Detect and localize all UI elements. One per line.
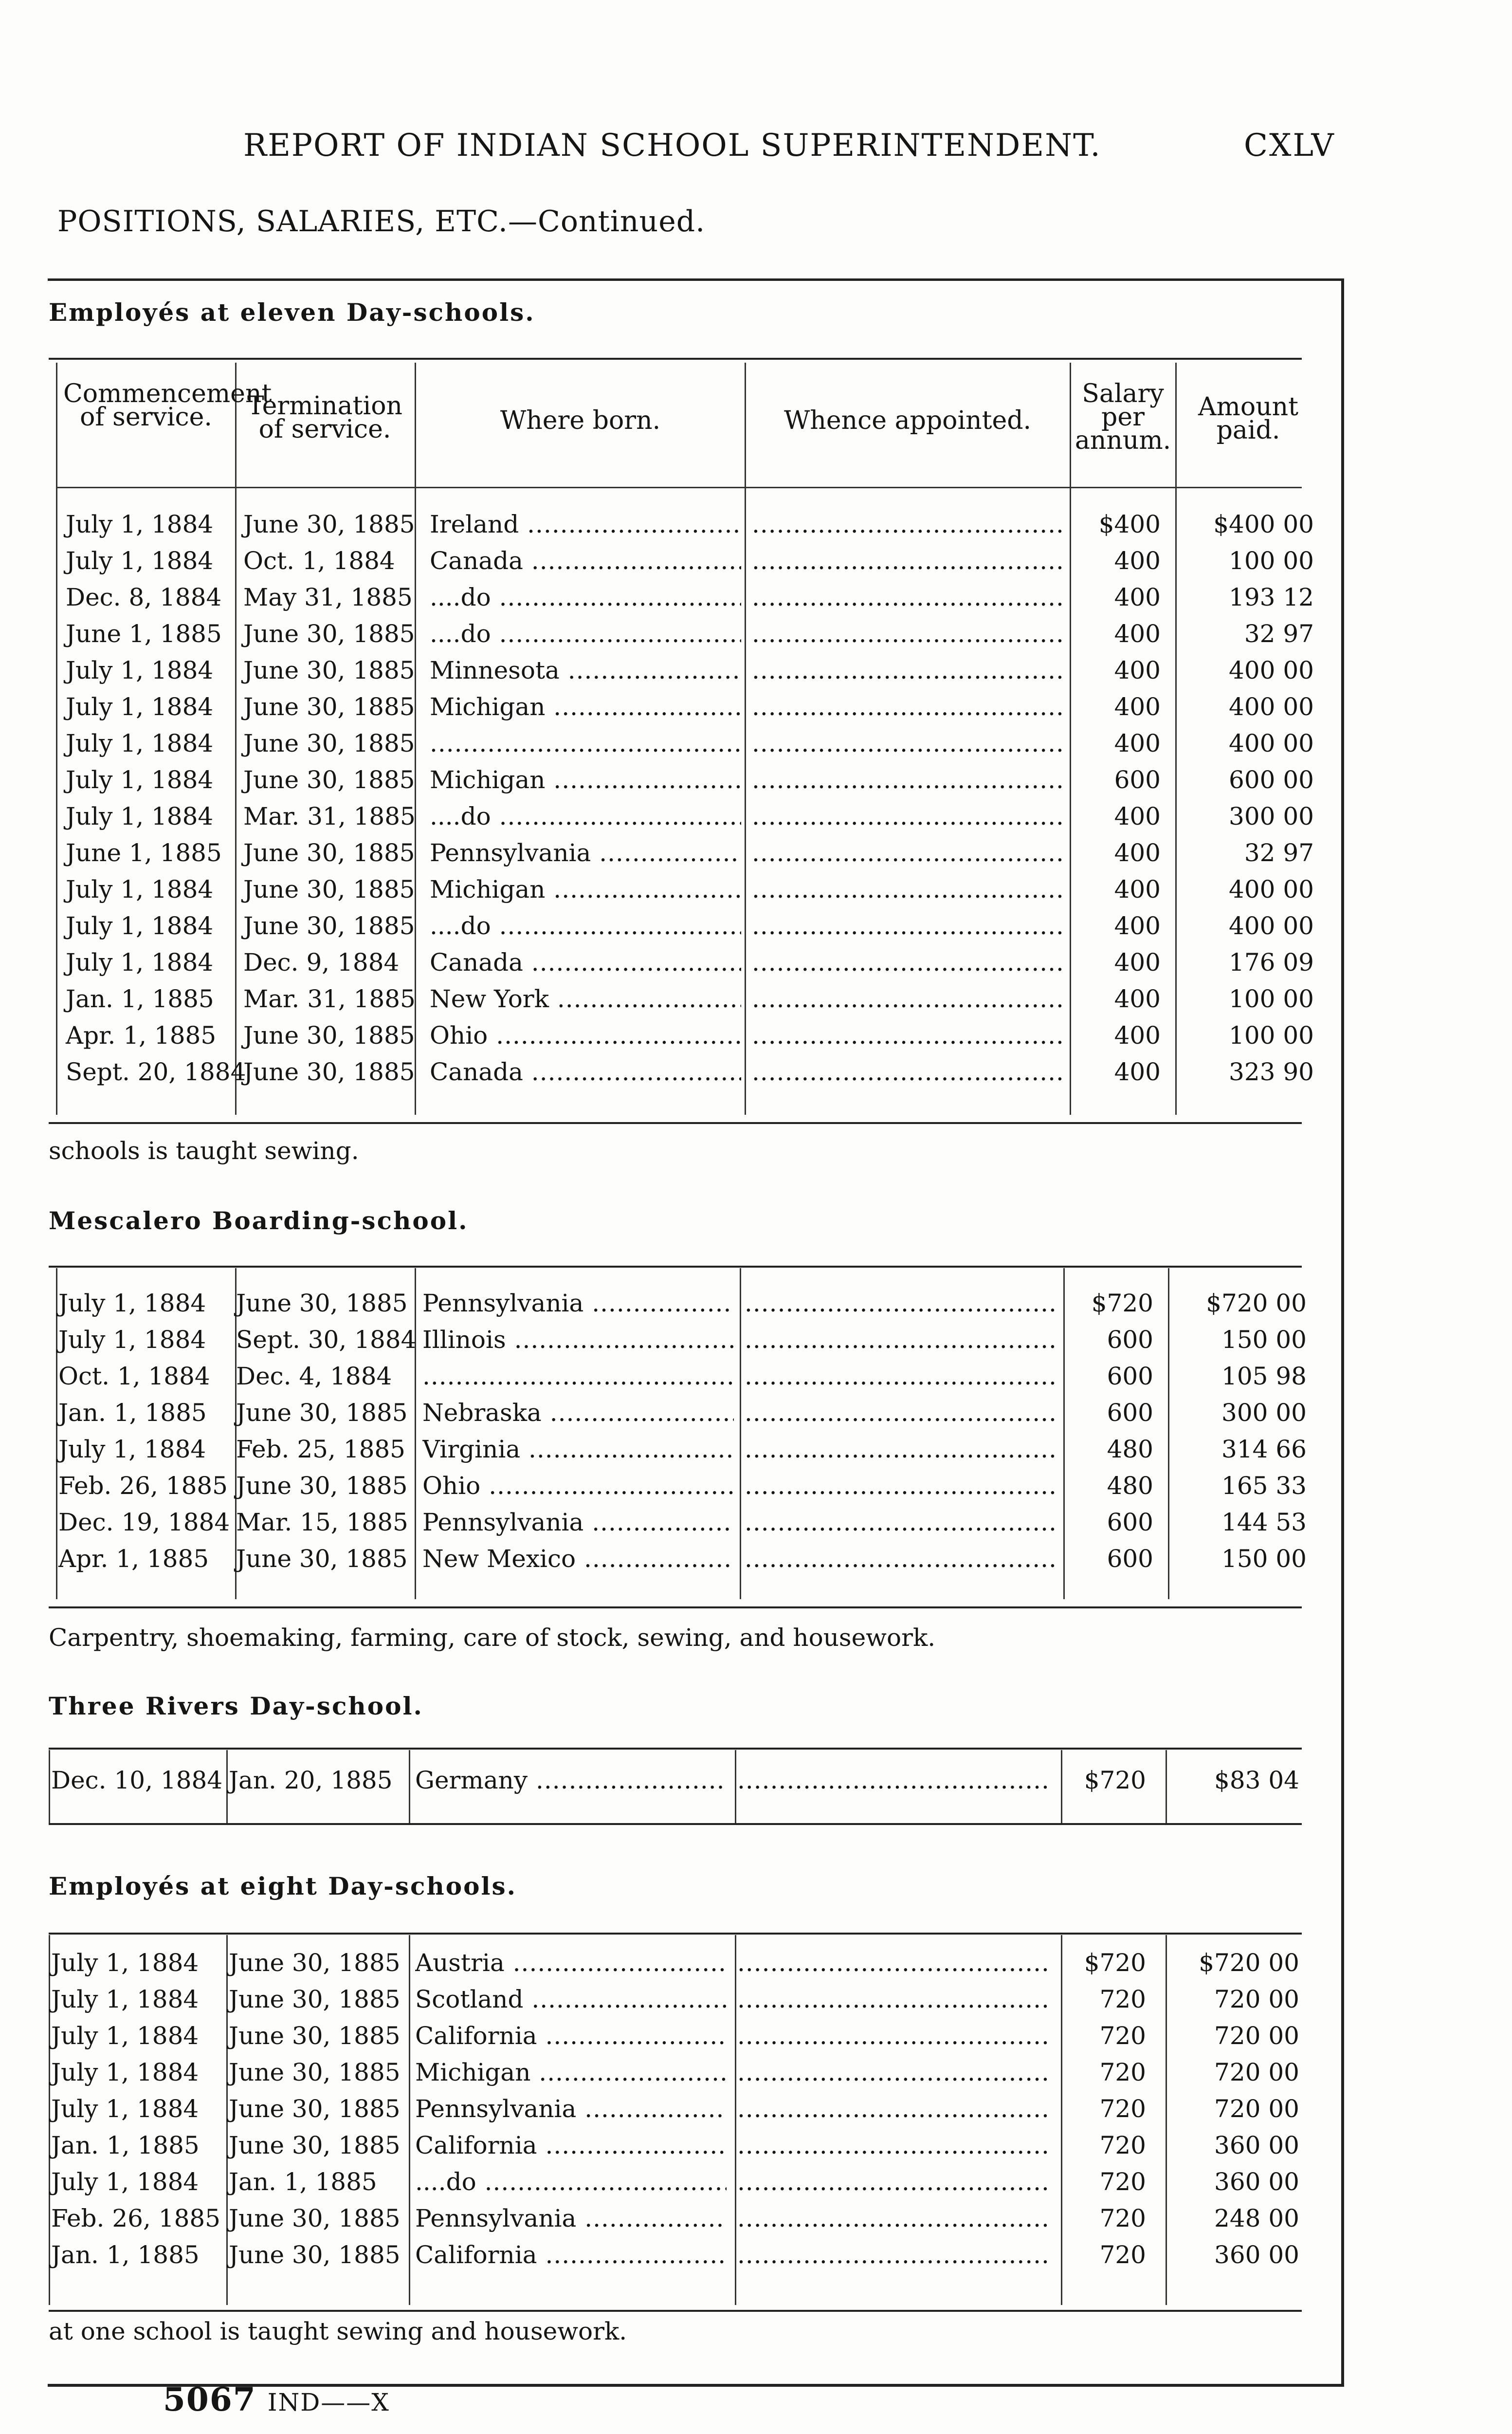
- section-note: at one school is taught sewing and housework.: [49, 2317, 627, 2345]
- cell-commencement: July 1, 1884: [66, 510, 214, 538]
- table-row: [0, 1285, 1512, 1322]
- divider: [49, 1933, 1302, 1935]
- cell-commencement: Sept. 20, 1884: [66, 1058, 246, 1086]
- cell-salary: 600: [1107, 1508, 1153, 1536]
- cell-salary: 600: [1107, 1362, 1153, 1390]
- cell-salary: 600: [1107, 1326, 1153, 1354]
- cell-where-born: ....do .....: [430, 616, 741, 652]
- column-header-commencement: Commencement of service.: [63, 379, 272, 432]
- table-row: [0, 762, 1512, 798]
- cell-where-born: Nebraska .....: [422, 1395, 734, 1431]
- cell-where-born: Michigan .....: [430, 871, 741, 908]
- cell-salary: 400: [1114, 729, 1161, 757]
- cell-salary: 720: [1099, 2241, 1146, 2269]
- cell-commencement: Dec. 19, 1884: [58, 1508, 230, 1536]
- cell-commencement: July 1, 1884: [51, 2095, 199, 2123]
- cell-commencement: Apr. 1, 1885: [58, 1545, 209, 1573]
- cell-where-born: Virginia .....: [422, 1431, 734, 1468]
- cell-where-born: Michigan .....: [415, 2054, 727, 2091]
- table-row: [0, 652, 1512, 689]
- cell-where-born: Canada .....: [430, 944, 741, 981]
- cell-whence-appointed: [752, 616, 1063, 652]
- cell-whence-appointed: [752, 1017, 1063, 1054]
- cell-amount: 720 00: [1214, 1985, 1299, 2013]
- cell-amount: 360 00: [1214, 2131, 1299, 2159]
- cell-amount: 100 00: [1229, 985, 1314, 1013]
- cell-whence-appointed: [745, 1358, 1056, 1395]
- cell-where-born: Michigan .....: [430, 689, 741, 725]
- cell-salary: $720: [1084, 1949, 1146, 1977]
- cell-commencement: Jan. 1, 1885: [51, 2131, 200, 2159]
- cell-commencement: Apr. 1, 1885: [66, 1021, 217, 1050]
- cell-whence-appointed: [745, 1395, 1056, 1431]
- cell-salary: 400: [1114, 912, 1161, 940]
- column-header-where-born: Where born.: [500, 406, 661, 435]
- table-row: [0, 725, 1512, 762]
- cell-where-born: Ohio .....: [422, 1468, 734, 1504]
- cell-termination: June 30, 1885: [243, 1058, 415, 1086]
- cell-termination: June 30, 1885: [236, 1545, 408, 1573]
- cell-commencement: July 1, 1884: [66, 948, 214, 977]
- cell-termination: June 30, 1885: [229, 2022, 401, 2050]
- table-row: [0, 543, 1512, 579]
- table-row: [0, 871, 1512, 908]
- cell-commencement: July 1, 1884: [58, 1326, 206, 1354]
- section-heading-three-rivers: Three Rivers Day-school.: [49, 1692, 423, 1720]
- cell-amount: 32 97: [1244, 620, 1314, 648]
- cell-where-born: California .....: [415, 2237, 727, 2273]
- table-row: [0, 1504, 1512, 1541]
- cell-salary: 600: [1114, 766, 1161, 794]
- cell-amount: 600 00: [1229, 766, 1314, 794]
- cell-commencement: July 1, 1884: [66, 693, 214, 721]
- cell-amount: 144 53: [1221, 1508, 1307, 1536]
- cell-termination: June 30, 1885: [236, 1472, 408, 1500]
- cell-where-born: Canada .....: [430, 1054, 741, 1090]
- cell-whence-appointed: [745, 1541, 1056, 1577]
- cell-termination: Dec. 4, 1884: [236, 1362, 392, 1390]
- table-row: [0, 1054, 1512, 1090]
- column-header-termination: Termination of service.: [247, 391, 403, 444]
- divider: [49, 1266, 1302, 1268]
- cell-amount: 193 12: [1229, 583, 1314, 611]
- table-row: [0, 798, 1512, 835]
- divider: [49, 1748, 1302, 1750]
- cell-commencement: July 1, 1884: [66, 802, 214, 830]
- cell-commencement: Dec. 10, 1884: [51, 1766, 223, 1794]
- cell-whence-appointed: [745, 1285, 1056, 1322]
- table-row: [0, 835, 1512, 871]
- cell-whence-appointed: [752, 579, 1063, 616]
- page-number: CXLV: [1244, 128, 1335, 164]
- cell-amount: 150 00: [1221, 1545, 1307, 1573]
- cell-salary: 720: [1099, 2168, 1146, 2196]
- cell-amount: 165 33: [1221, 1472, 1307, 1500]
- cell-amount: 314 66: [1221, 1435, 1307, 1463]
- cell-commencement: July 1, 1884: [51, 2022, 199, 2050]
- cell-whence-appointed: [745, 1504, 1056, 1541]
- cell-whence-appointed: [752, 871, 1063, 908]
- cell-termination: Oct. 1, 1884: [243, 547, 395, 575]
- cell-amount: 300 00: [1221, 1399, 1307, 1427]
- cell-where-born: California .....: [415, 2127, 727, 2164]
- cell-amount: 400 00: [1229, 729, 1314, 757]
- divider: [56, 487, 1302, 488]
- cell-commencement: Jan. 1, 1885: [58, 1399, 207, 1427]
- cell-termination: June 30, 1885: [243, 510, 415, 538]
- cell-commencement: July 1, 1884: [66, 547, 214, 575]
- cell-salary: 480: [1107, 1435, 1153, 1463]
- cell-amount: 248 00: [1214, 2204, 1299, 2232]
- cell-salary: 400: [1114, 583, 1161, 611]
- cell-whence-appointed: [745, 1468, 1056, 1504]
- cell-amount: 400 00: [1229, 693, 1314, 721]
- table-row: [0, 1431, 1512, 1468]
- cell-termination: June 30, 1885: [243, 912, 415, 940]
- cell-where-born: Pennsylvania .....: [422, 1285, 734, 1322]
- cell-termination: Jan. 1, 1885: [229, 2168, 377, 2196]
- cell-amount: 100 00: [1229, 1021, 1314, 1050]
- column-header-amount: Amount paid.: [1198, 392, 1299, 445]
- cell-amount: 32 97: [1244, 839, 1314, 867]
- cell-where-born: Michigan .....: [430, 762, 741, 798]
- cell-whence-appointed: [752, 762, 1063, 798]
- cell-whence-appointed: [737, 2164, 1049, 2200]
- table-row: [0, 689, 1512, 725]
- cell-salary: 480: [1107, 1472, 1153, 1500]
- cell-commencement: Jan. 1, 1885: [66, 985, 214, 1013]
- cell-commencement: July 1, 1884: [66, 912, 214, 940]
- cell-whence-appointed: [752, 652, 1063, 689]
- cell-whence-appointed: [752, 1054, 1063, 1090]
- table-row: [0, 1322, 1512, 1358]
- cell-salary: 720: [1099, 2204, 1146, 2232]
- cell-where-born: [422, 1358, 734, 1395]
- cell-whence-appointed: [745, 1322, 1056, 1358]
- cell-amount: 176 09: [1229, 948, 1314, 977]
- table-row: [0, 506, 1512, 543]
- cell-where-born: New Mexico .....: [422, 1541, 734, 1577]
- cell-whence-appointed: [737, 2018, 1049, 2054]
- cell-termination: Mar. 15, 1885: [236, 1508, 408, 1536]
- table-row: [0, 1981, 1512, 2018]
- cell-salary: 400: [1114, 693, 1161, 721]
- cell-commencement: Feb. 26, 1885: [51, 2204, 220, 2232]
- cell-commencement: Oct. 1, 1884: [58, 1362, 210, 1390]
- cell-whence-appointed: [752, 908, 1063, 944]
- cell-commencement: Feb. 26, 1885: [58, 1472, 228, 1500]
- cell-whence-appointed: [737, 2200, 1049, 2237]
- cell-salary: 720: [1099, 2022, 1146, 2050]
- cell-termination: June 30, 1885: [236, 1289, 408, 1317]
- cell-termination: Dec. 9, 1884: [243, 948, 400, 977]
- table-row: [0, 1358, 1512, 1395]
- divider: [49, 1606, 1302, 1608]
- cell-amount: 400 00: [1229, 656, 1314, 684]
- cell-where-born: ....do .....: [430, 798, 741, 835]
- cell-whence-appointed: [745, 1431, 1056, 1468]
- cell-commencement: June 1, 1885: [66, 620, 222, 648]
- cell-whence-appointed: [752, 506, 1063, 543]
- cell-salary: 720: [1099, 1985, 1146, 2013]
- cell-termination: June 30, 1885: [229, 2131, 401, 2159]
- cell-termination: June 30, 1885: [243, 729, 415, 757]
- cell-whence-appointed: [737, 2091, 1049, 2127]
- cell-salary: 400: [1114, 1058, 1161, 1086]
- cell-termination: Jan. 20, 1885: [229, 1766, 393, 1794]
- table-row: [0, 2200, 1512, 2237]
- cell-amount: 105 98: [1221, 1362, 1307, 1390]
- cell-salary: 400: [1114, 839, 1161, 867]
- table-row: [0, 1017, 1512, 1054]
- cell-termination: Feb. 25, 1885: [236, 1435, 405, 1463]
- cell-where-born: ....do .....: [430, 908, 741, 944]
- divider: [49, 1122, 1302, 1124]
- cell-commencement: Dec. 8, 1884: [66, 583, 222, 611]
- cell-whence-appointed: [737, 1945, 1049, 1981]
- column-header-salary: Salary per annum.: [1075, 379, 1171, 455]
- cell-where-born: [430, 725, 741, 762]
- section-heading-mescalero: Mescalero Boarding-school.: [49, 1206, 469, 1235]
- table-row: [0, 616, 1512, 652]
- cell-termination: Mar. 31, 1885: [243, 802, 416, 830]
- cell-termination: June 30, 1885: [243, 656, 415, 684]
- table-row: [0, 1468, 1512, 1504]
- cell-commencement: Jan. 1, 1885: [51, 2241, 200, 2269]
- cell-where-born: New York .....: [430, 981, 741, 1017]
- cell-whence-appointed: [737, 2237, 1049, 2273]
- cell-where-born: ....do .....: [430, 579, 741, 616]
- cell-termination: June 30, 1885: [229, 2058, 401, 2086]
- table-row: [0, 1945, 1512, 1981]
- cell-commencement: July 1, 1884: [66, 729, 214, 757]
- section-note: Carpentry, shoemaking, farming, care of stock, sewing, and housework.: [49, 1623, 936, 1652]
- cell-amount: 323 90: [1229, 1058, 1314, 1086]
- cell-amount: 720 00: [1214, 2022, 1299, 2050]
- section-heading-eleven-day-schools: Employés at eleven Day-schools.: [49, 298, 535, 327]
- cell-salary: $720: [1091, 1289, 1153, 1317]
- cell-where-born: Ireland .....: [430, 506, 741, 543]
- cell-whence-appointed: [752, 798, 1063, 835]
- cell-termination: June 30, 1885: [236, 1399, 408, 1427]
- table-row: [0, 944, 1512, 981]
- cell-whence-appointed: [737, 2054, 1049, 2091]
- cell-amount: 360 00: [1214, 2168, 1299, 2196]
- cell-termination: June 30, 1885: [243, 875, 415, 904]
- cell-salary: 400: [1114, 948, 1161, 977]
- table-row: [0, 2018, 1512, 2054]
- cell-termination: Mar. 31, 1885: [243, 985, 416, 1013]
- cell-commencement: July 1, 1884: [58, 1435, 206, 1463]
- cell-termination: June 30, 1885: [243, 766, 415, 794]
- cell-commencement: July 1, 1884: [66, 656, 214, 684]
- cell-termination: Sept. 30, 1884: [236, 1326, 417, 1354]
- cell-whence-appointed: [752, 981, 1063, 1017]
- table-row: [0, 2054, 1512, 2091]
- cell-termination: June 30, 1885: [243, 620, 415, 648]
- cell-salary: 400: [1114, 656, 1161, 684]
- cell-amount: 360 00: [1214, 2241, 1299, 2269]
- cell-where-born: ....do .....: [415, 2164, 727, 2200]
- cell-termination: June 30, 1885: [229, 1949, 401, 1977]
- cell-commencement: July 1, 1884: [51, 1949, 199, 1977]
- cell-amount: 400 00: [1229, 912, 1314, 940]
- cell-termination: June 30, 1885: [243, 839, 415, 867]
- cell-commencement: July 1, 1884: [66, 875, 214, 904]
- table-row: [0, 1541, 1512, 1577]
- cell-where-born: Pennsylvania .....: [422, 1504, 734, 1541]
- cell-salary: 720: [1099, 2058, 1146, 2086]
- cell-commencement: July 1, 1884: [51, 2168, 199, 2196]
- cell-commencement: June 1, 1885: [66, 839, 222, 867]
- cell-amount: 720 00: [1214, 2095, 1299, 2123]
- table-row: [0, 1762, 1512, 1799]
- table-row: [0, 2237, 1512, 2273]
- cell-where-born: Illinois .....: [422, 1322, 734, 1358]
- cell-whence-appointed: [752, 543, 1063, 579]
- cell-salary: 600: [1107, 1399, 1153, 1427]
- cell-whence-appointed: [752, 725, 1063, 762]
- cell-termination: June 30, 1885: [243, 693, 415, 721]
- table-row: [0, 1395, 1512, 1431]
- cell-whence-appointed: [737, 1981, 1049, 2018]
- footer-signature: 5067 IND——X: [163, 2380, 390, 2418]
- cell-salary: 400: [1114, 985, 1161, 1013]
- cell-where-born: Scotland .....: [415, 1981, 727, 2018]
- cell-salary: 400: [1114, 1021, 1161, 1050]
- table-row: [0, 579, 1512, 616]
- cell-salary: 720: [1099, 2095, 1146, 2123]
- cell-amount: $720 00: [1199, 1949, 1299, 1977]
- cell-termination: June 30, 1885: [229, 2241, 401, 2269]
- cell-amount: 150 00: [1221, 1326, 1307, 1354]
- cell-whence-appointed: [752, 944, 1063, 981]
- cell-commencement: July 1, 1884: [51, 2058, 199, 2086]
- cell-termination: June 30, 1885: [243, 1021, 415, 1050]
- cell-salary: 400: [1114, 802, 1161, 830]
- column-header-whence-appointed: Whence appointed.: [783, 406, 1032, 435]
- cell-salary: 400: [1114, 620, 1161, 648]
- cell-amount: 720 00: [1214, 2058, 1299, 2086]
- cell-where-born: California .....: [415, 2018, 727, 2054]
- cell-termination: June 30, 1885: [229, 2095, 401, 2123]
- divider: [49, 2310, 1302, 2312]
- cell-salary: 720: [1099, 2131, 1146, 2159]
- cell-salary: 600: [1107, 1545, 1153, 1573]
- cell-termination: June 30, 1885: [229, 1985, 401, 2013]
- cell-commencement: July 1, 1884: [51, 1985, 199, 2013]
- cell-termination: May 31, 1885: [243, 583, 413, 611]
- cell-where-born: Pennsylvania .....: [430, 835, 741, 871]
- cell-whence-appointed: [752, 835, 1063, 871]
- table-row: [0, 2164, 1512, 2200]
- section-note: schools is taught sewing.: [49, 1137, 359, 1165]
- cell-salary: 400: [1114, 875, 1161, 904]
- cell-amount: 400 00: [1229, 875, 1314, 904]
- table-row: [0, 2127, 1512, 2164]
- table-row: [0, 981, 1512, 1017]
- divider: [49, 358, 1302, 360]
- cell-salary: $400: [1098, 510, 1161, 538]
- cell-where-born: Ohio .....: [430, 1017, 741, 1054]
- section-subheader: POSITIONS, SALARIES, ETC.—Continued.: [57, 204, 706, 239]
- cell-whence-appointed: [752, 689, 1063, 725]
- cell-where-born: Canada .....: [430, 543, 741, 579]
- cell-salary: $720: [1084, 1766, 1146, 1794]
- cell-where-born: Minnesota .....: [430, 652, 741, 689]
- cell-commencement: July 1, 1884: [58, 1289, 206, 1317]
- cell-where-born: Germany .....: [415, 1762, 727, 1799]
- cell-termination: June 30, 1885: [229, 2204, 401, 2232]
- cell-whence-appointed: [737, 1762, 1049, 1799]
- page-header: REPORT OF INDIAN SCHOOL SUPERINTENDENT.: [243, 128, 1101, 164]
- cell-whence-appointed: [737, 2127, 1049, 2164]
- cell-amount: 100 00: [1229, 547, 1314, 575]
- table-row: [0, 2091, 1512, 2127]
- divider: [49, 1823, 1302, 1825]
- cell-commencement: July 1, 1884: [66, 766, 214, 794]
- cell-amount: $400 00: [1213, 510, 1314, 538]
- section-heading-eight-day-schools: Employés at eight Day-schools.: [49, 1872, 517, 1900]
- cell-where-born: Austria .....: [415, 1945, 727, 1981]
- cell-where-born: Pennsylvania .....: [415, 2091, 727, 2127]
- cell-salary: 400: [1114, 547, 1161, 575]
- table-row: [0, 908, 1512, 944]
- cell-amount: $83 04: [1214, 1766, 1299, 1794]
- cell-where-born: Pennsylvania .....: [415, 2200, 727, 2237]
- cell-amount: $720 00: [1206, 1289, 1307, 1317]
- cell-amount: 300 00: [1229, 802, 1314, 830]
